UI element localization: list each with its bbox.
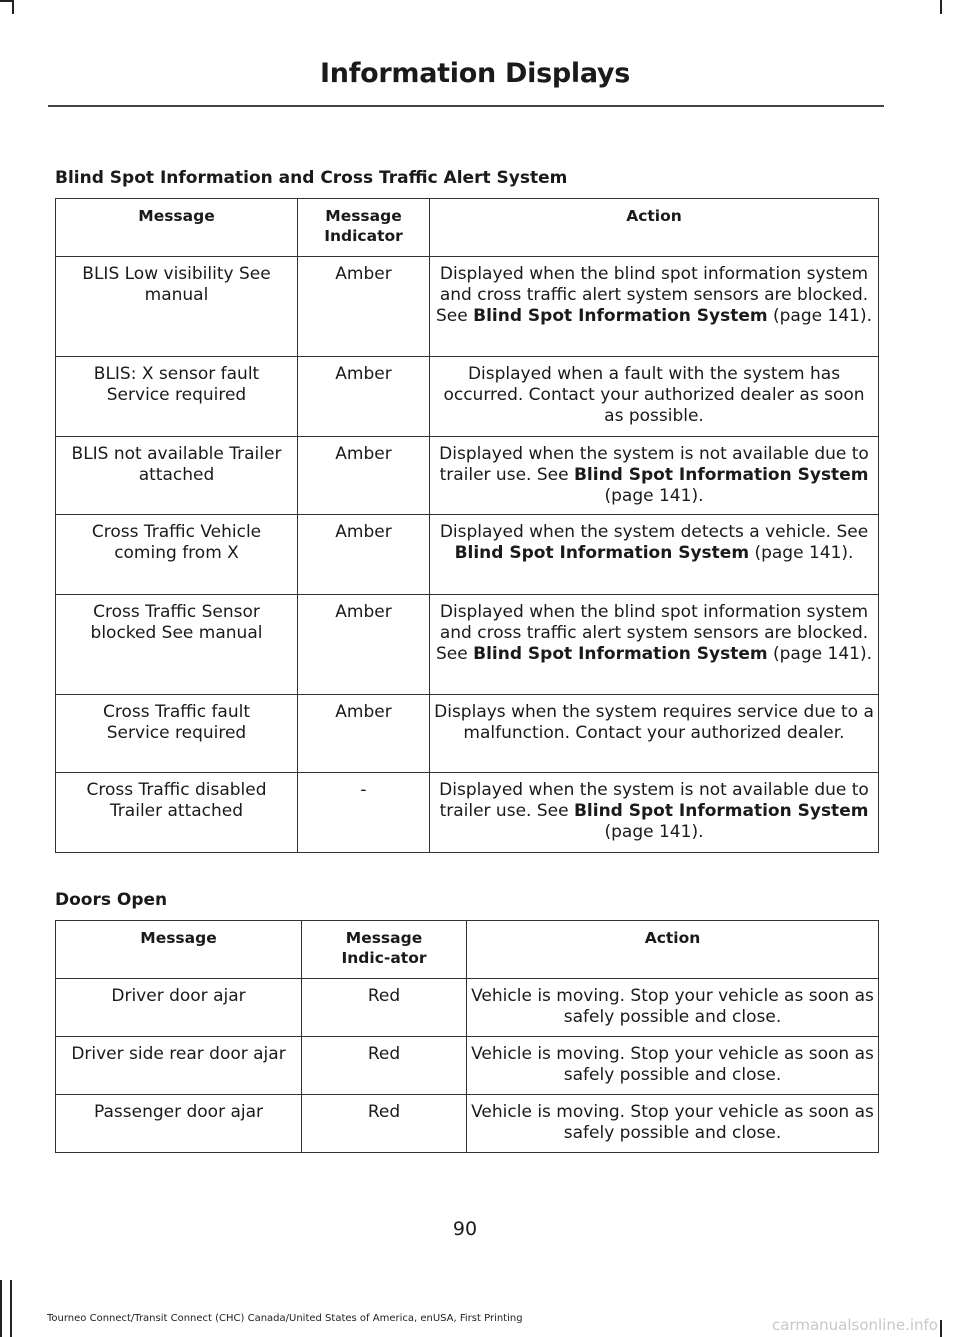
action-cell bbox=[430, 357, 879, 437]
cross-reference-link[interactable]: Blind Spot Information System bbox=[573, 801, 869, 821]
table-row bbox=[56, 979, 879, 1037]
blis-section-heading: Blind Spot Information and Cross Traffic Alert System bbox=[55, 168, 568, 188]
column-header-action: Action bbox=[430, 199, 879, 257]
crop-mark bbox=[940, 1320, 942, 1337]
page-reference: (page 141). bbox=[767, 306, 872, 326]
action-text: Displayed when the system is not available due to trailer use. See bbox=[439, 780, 869, 821]
action-cell: Vehicle is moving. Stop your vehicle as soon as safely possible and close. bbox=[467, 1095, 879, 1153]
action-text: Displayed when the system detects a vehicle. See bbox=[439, 522, 869, 542]
column-header-indicator: Message Indicator bbox=[298, 199, 430, 257]
indicator-cell: Amber bbox=[298, 695, 430, 773]
table-row bbox=[56, 257, 879, 357]
crop-mark bbox=[940, 0, 942, 14]
page-reference: (page 141). bbox=[767, 644, 872, 664]
indicator-cell: Red bbox=[302, 979, 467, 1037]
page-reference: (page 141). bbox=[604, 486, 704, 506]
action-cell bbox=[430, 515, 879, 595]
action-text: Displayed when a fault with the system has occurred. Contact your authorized dealer as soon as possible. bbox=[443, 364, 865, 426]
table-row bbox=[56, 773, 879, 853]
crop-mark bbox=[12, 0, 14, 14]
action-cell bbox=[430, 695, 879, 773]
doors-section-heading: Doors Open bbox=[55, 890, 168, 910]
message-cell: Cross Traffic disabled Trailer attached bbox=[56, 773, 298, 853]
message-cell: Passenger door ajar bbox=[56, 1095, 302, 1153]
table-header-row bbox=[56, 921, 879, 979]
column-header-action: Action bbox=[467, 921, 879, 979]
header-rule bbox=[48, 105, 884, 107]
watermark: carmanualsonline.info bbox=[772, 1316, 938, 1334]
action-cell: Vehicle is moving. Stop your vehicle as soon as safely possible and close. bbox=[467, 1037, 879, 1095]
action-text: Displays when the system requires service due to a malfunction. Contact your authorized dealer. bbox=[434, 702, 874, 743]
message-cell: BLIS Low visibility See manual bbox=[56, 257, 298, 357]
action-cell bbox=[430, 773, 879, 853]
indicator-cell: Amber bbox=[298, 257, 430, 357]
table-header-row bbox=[56, 199, 879, 257]
message-cell: Driver side rear door ajar bbox=[56, 1037, 302, 1095]
indicator-cell: Red bbox=[302, 1037, 467, 1095]
crop-mark bbox=[0, 0, 12, 2]
cross-reference-link[interactable]: Blind Spot Information System bbox=[473, 306, 768, 326]
crop-mark bbox=[10, 1280, 12, 1337]
page-title: Information Displays bbox=[320, 58, 630, 89]
footer-text: Tourneo Connect/Transit Connect (CHC) Canada/United States of America, enUSA, First Printing bbox=[47, 1313, 523, 1324]
message-cell: Cross Traffic fault Service required bbox=[56, 695, 298, 773]
table-row bbox=[56, 1095, 879, 1153]
action-text: Displayed when the blind spot information system and cross traffic alert system sensors are blocked. See bbox=[436, 602, 869, 664]
table-row bbox=[56, 357, 879, 437]
indicator-cell: Amber bbox=[298, 595, 430, 695]
column-header-message: Message bbox=[56, 199, 298, 257]
page-reference: (page 141). bbox=[749, 543, 854, 563]
table-row bbox=[56, 595, 879, 695]
cross-reference-link[interactable]: Blind Spot Information System bbox=[473, 644, 768, 664]
table-row bbox=[56, 695, 879, 773]
action-text: Displayed when the blind spot information system and cross traffic alert system sensors are blocked. See bbox=[436, 264, 869, 326]
cross-reference-link[interactable]: Blind Spot Information System bbox=[454, 543, 750, 563]
action-cell bbox=[430, 437, 879, 515]
page-number: 90 bbox=[452, 1218, 478, 1240]
message-cell: BLIS not available Trailer attached bbox=[56, 437, 298, 515]
page-reference: (page 141). bbox=[604, 822, 704, 842]
message-cell: Cross Traffic Vehicle coming from X bbox=[56, 515, 298, 595]
crop-mark bbox=[0, 1280, 2, 1337]
cross-reference-link[interactable]: Blind Spot Information System bbox=[573, 465, 869, 485]
action-cell bbox=[430, 257, 879, 357]
message-cell: Cross Traffic Sensor blocked See manual bbox=[56, 595, 298, 695]
table-row bbox=[56, 1037, 879, 1095]
message-cell: Driver door ajar bbox=[56, 979, 302, 1037]
column-header-message: Message bbox=[56, 921, 302, 979]
indicator-cell: Amber bbox=[298, 515, 430, 595]
indicator-cell: Red bbox=[302, 1095, 467, 1153]
blis-messages-table bbox=[55, 198, 879, 853]
column-header-indicator: Message Indic-ator bbox=[302, 921, 467, 979]
action-cell: Vehicle is moving. Stop your vehicle as soon as safely possible and close. bbox=[467, 979, 879, 1037]
indicator-cell: Amber bbox=[298, 357, 430, 437]
action-text: Displayed when the system is not available due to trailer use. See bbox=[439, 444, 869, 485]
action-cell bbox=[430, 595, 879, 695]
indicator-cell: - bbox=[298, 773, 430, 853]
doors-messages-table bbox=[55, 920, 879, 1153]
indicator-cell: Amber bbox=[298, 437, 430, 515]
message-cell: BLIS: X sensor fault Service required bbox=[56, 357, 298, 437]
table-row bbox=[56, 515, 879, 595]
table-row bbox=[56, 437, 879, 515]
